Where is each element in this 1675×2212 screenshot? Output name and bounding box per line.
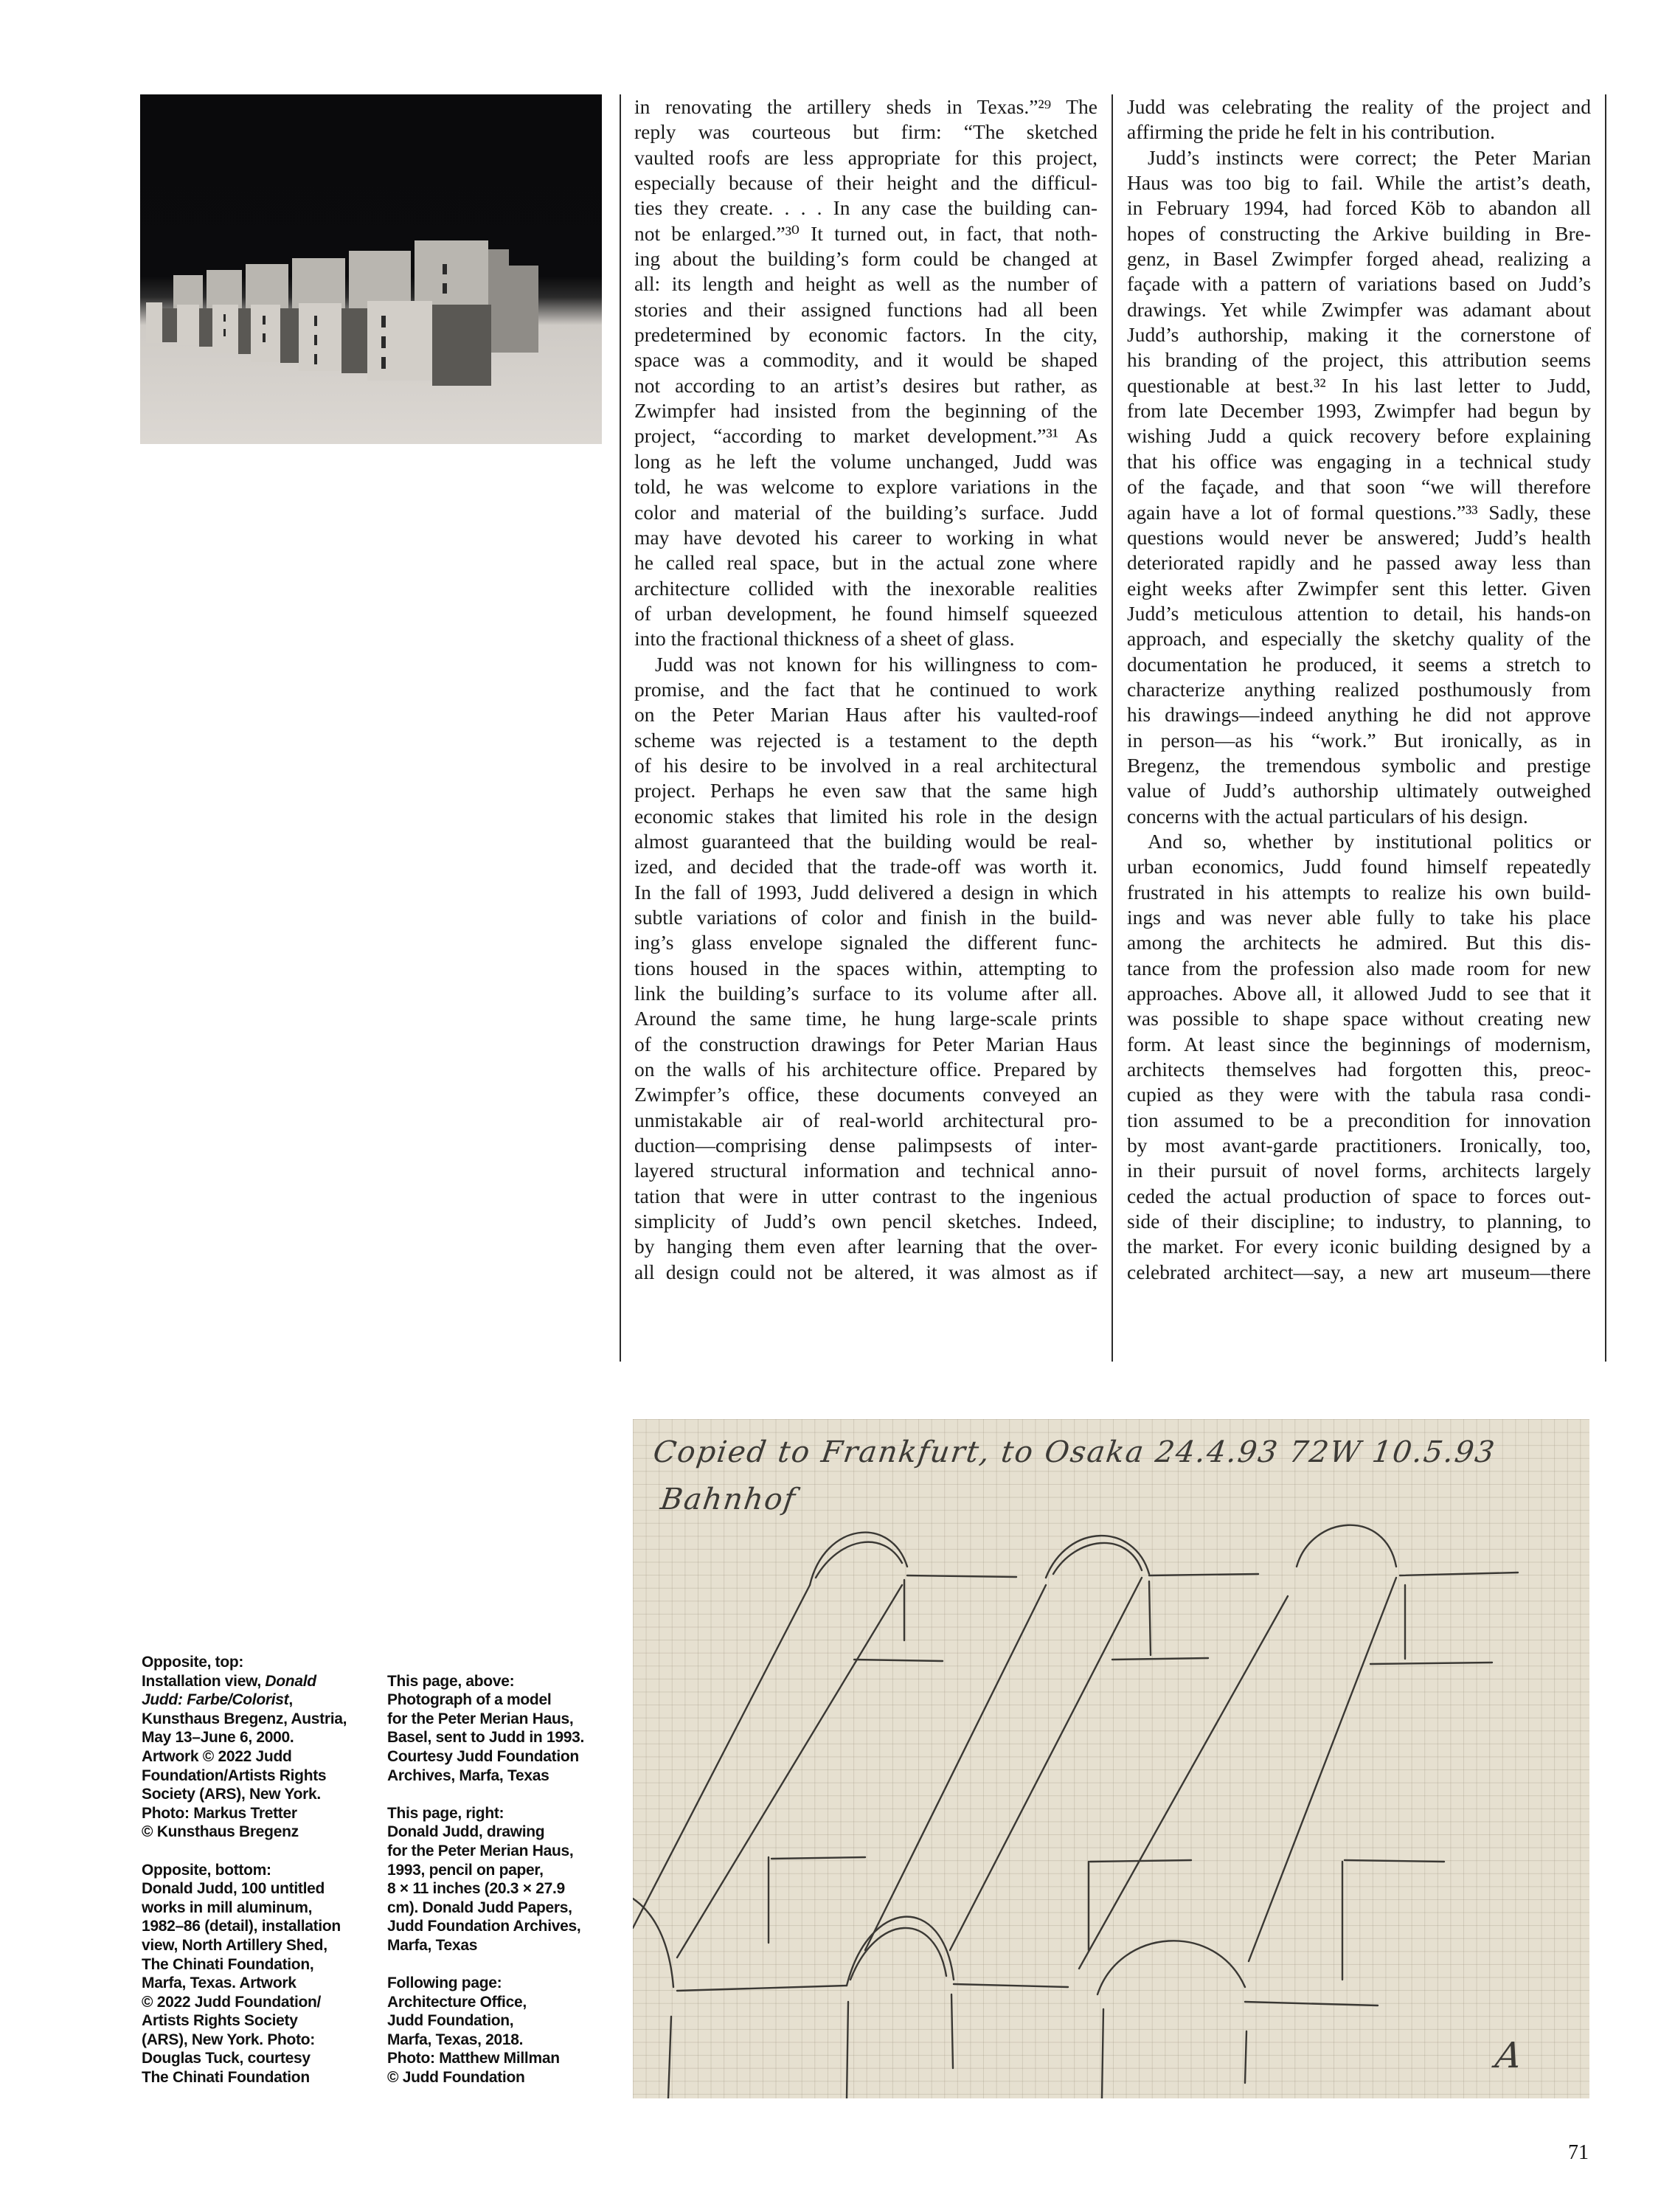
text-line: tions housed in the spaces within, attempting to (634, 956, 1097, 980)
text-line: especially because of their height and the difficul- (634, 171, 1097, 195)
caption-text: Douglas Tuck, courtesy (142, 2050, 311, 2067)
caption-text: Marfa, Texas, 2018. (387, 2031, 524, 2048)
caption-text: Opposite, top: (142, 1654, 244, 1671)
body-text-right-column (1127, 94, 1591, 1285)
caption-line (387, 2068, 608, 2087)
caption-text: Installation view, (142, 1672, 266, 1690)
caption-text: (ARS), New York. Photo: (142, 2031, 316, 2048)
caption-line (142, 2049, 363, 2068)
caption-line (142, 1728, 363, 1747)
caption-line (387, 1691, 608, 1710)
text-line: of the façade, and that soon “we will therefore (1127, 475, 1591, 499)
text-line: on the walls of his architecture office. Prepared by (634, 1058, 1097, 1081)
caption-text: Society (ARS), New York. (142, 1786, 321, 1803)
handwritten-note-line2: Bahnhof (658, 1483, 799, 1516)
caption-text: Donald Judd, 100 untitled (142, 1880, 325, 1898)
caption-line (387, 1710, 608, 1729)
captions-left-column (142, 1653, 363, 2087)
text-line: questionable at best.³² In his last letter to Judd, (1127, 373, 1591, 397)
text-line: concerns with the actual particulars of his design. (1127, 804, 1528, 828)
text-line: cupied as they were with the tabula rasa condi- (1127, 1083, 1591, 1106)
caption-line (142, 1936, 363, 1955)
text-line: architects themselves had forgotten this, preoc- (1127, 1058, 1591, 1081)
text-line: not according to an artist’s desires but rather, as (634, 373, 1097, 397)
text-line: side of their discipline; to industry, to planning, to (1127, 1210, 1591, 1233)
caption-line (142, 2011, 363, 2031)
text-line: tation that were in utter contrast to the ingenious (634, 1184, 1097, 1207)
text-line: characterize anything realized posthumously from (1127, 677, 1591, 701)
text-line: was possible to shape space without creating new (1127, 1007, 1591, 1030)
text-line: color and material of the building’s surface. Judd (634, 500, 1097, 524)
text-line: into the fractional thickness of a sheet of glass. (634, 627, 1015, 651)
column-rule-right (1605, 94, 1606, 1362)
text-line: façade with a pattern of variations based on Judd’s (1127, 272, 1591, 296)
caption-line (142, 1653, 363, 1672)
text-line: urban economics, Judd found himself repeatedly (1127, 855, 1591, 878)
text-line: long as he left the volume unchanged, Judd was (634, 449, 1097, 473)
text-line: In the fall of 1993, Judd delivered a design in which (634, 880, 1097, 904)
caption-line (387, 1728, 608, 1747)
text-line: Zwimpfer had insisted from the beginning of the (634, 399, 1097, 423)
caption-text: view, North Artillery Shed, (142, 1936, 327, 1954)
text-line: value of Judd’s authorship ultimately outweighed (1127, 779, 1591, 802)
text-line: vaulted roofs are less appropriate for this project, (634, 145, 1097, 169)
text-line: questions would never be answered; Judd’s health (1127, 525, 1591, 549)
caption-line (387, 1747, 608, 1767)
text-line: that his office was engaging in a technical study (1127, 449, 1591, 473)
text-line: by most avant-garde practitioners. Ironically, too, (1127, 1134, 1591, 1157)
caption-line (142, 1974, 363, 1993)
caption-text: Photo: Matthew Millman (387, 2050, 560, 2067)
caption-text: Judd Foundation Archives, (387, 1918, 581, 1935)
caption-line (142, 1917, 363, 1936)
caption-text: Artwork © 2022 Judd (142, 1747, 292, 1765)
text-line: Judd’s authorship, making it the cornerstone of (1127, 323, 1591, 347)
caption-line (142, 1747, 363, 1767)
text-line: economic stakes that limited his role in the design (634, 804, 1097, 828)
text-line: all design could not be altered, it was almost as if (634, 1260, 1097, 1283)
text-line: eight weeks after Zwimpfer sent this letter. Given (1127, 576, 1591, 600)
text-line: his drawings—indeed anything he did not approve (1127, 703, 1591, 727)
text-line: from late December 1993, Zwimpfer had begun by (1127, 399, 1591, 423)
caption-line (142, 1879, 363, 1899)
text-line: Zwimpfer’s office, these documents conveyed an (634, 1083, 1097, 1106)
caption-line (142, 1691, 363, 1710)
caption-spacer (387, 1785, 608, 1804)
caption-text: Architecture Office, (387, 1993, 527, 2011)
text-line: genz, in Basel Zwimpfer forged ahead, realizing a (1127, 247, 1591, 271)
text-line: told, he was welcome to explore variations in the (634, 475, 1097, 499)
text-line: ties they create. . . . In any case the building can- (634, 196, 1097, 220)
caption-text: © 2022 Judd Foundation/ (142, 1993, 322, 2011)
text-line: simplicity of Judd’s own pencil sketches. Indeed, (634, 1210, 1097, 1233)
caption-text: Archives, Marfa, Texas (387, 1767, 549, 1784)
text-line: frustrated in his attempts to realize his own build- (1127, 880, 1591, 904)
caption-text: Donald Judd, drawing (387, 1823, 545, 1841)
handwritten-note-line1: Copied to Frankfurt, to Osaka 24.4.93 72W 10.5.93 (651, 1435, 1498, 1469)
caption-line (387, 1861, 608, 1880)
caption-text: Opposite, bottom: (142, 1861, 271, 1879)
text-line: not be enlarged.”³⁰ It turned out, in fact, that noth- (634, 221, 1097, 245)
text-line: his branding of the project, this attribution seems (1127, 348, 1591, 372)
text-line: ing’s glass envelope signaled the different func- (634, 931, 1097, 954)
caption-italic-title: Donald (265, 1672, 316, 1690)
text-line: Judd’s instincts were correct; the Peter Marian (1148, 145, 1591, 169)
caption-line (142, 1710, 363, 1729)
caption-text: Artists Rights Society (142, 2012, 298, 2030)
caption-line (142, 1861, 363, 1880)
caption-text: Courtesy Judd Foundation (387, 1747, 579, 1765)
text-line: ing about the building’s form could be changed at (634, 247, 1097, 271)
text-line: in their pursuit of novel forms, architects largely (1127, 1159, 1591, 1182)
text-line: celebrated architect—say, a new art museum—there (1127, 1260, 1591, 1283)
caption-text: Following page: (387, 1974, 502, 1992)
text-line: all: its length and height as well as the number of (634, 272, 1097, 296)
text-line: tance from the profession also made room for new (1127, 956, 1591, 980)
caption-line (142, 1767, 363, 1786)
text-line: ings and was never able fully to take his place (1127, 906, 1591, 929)
caption-line (142, 2068, 363, 2087)
caption-line (387, 2011, 608, 2031)
column-rule-left (620, 94, 621, 1362)
text-line: layered structural information and technical anno- (634, 1159, 1097, 1182)
caption-line (142, 1955, 363, 1974)
text-line: in February 1994, had forced Köb to abandon all (1127, 196, 1591, 220)
text-line: by hanging them even after learning that the over- (634, 1235, 1097, 1258)
text-line: in renovating the artillery sheds in Texas.”²⁹ The (634, 95, 1097, 118)
caption-text: cm). Donald Judd Papers, (387, 1899, 572, 1916)
text-line: Haus was too big to fail. While the artist’s death, (1127, 171, 1591, 195)
text-line: Judd’s meticulous attention to detail, his hands-on (1127, 601, 1591, 625)
text-line: deteriorated rapidly and he passed away less than (1127, 551, 1591, 575)
caption-line (387, 1993, 608, 2012)
text-line: on the Peter Marian Haus after his vaulted-roof (634, 703, 1097, 727)
text-line: affirming the pride he felt in his contribution. (1127, 120, 1495, 144)
caption-line (387, 1917, 608, 1936)
caption-text: Kunsthaus Bregenz, Austria, (142, 1710, 347, 1727)
caption-line (387, 2031, 608, 2050)
caption-line (387, 2049, 608, 2068)
caption-line (387, 1879, 608, 1899)
caption-text: Basel, sent to Judd in 1993. (387, 1729, 585, 1747)
caption-line (142, 1899, 363, 1918)
text-line: ized, and decided that the trade-off was worth it. (634, 855, 1097, 878)
text-line: unmistakable air of real-world architectural pro- (634, 1108, 1097, 1131)
text-line: approaches. Above all, it allowed Judd to see that it (1127, 982, 1591, 1005)
caption-line (387, 1823, 608, 1842)
caption-text: Photo: Markus Tretter (142, 1804, 297, 1822)
caption-text: for the Peter Merian Haus, (387, 1710, 574, 1727)
captions-right-column (387, 1672, 608, 2087)
text-line: form. At least since the beginnings of modernism, (1127, 1032, 1591, 1055)
text-line: again have a lot of formal questions.”³³ Sadly, these (1127, 500, 1591, 524)
caption-text: , (288, 1691, 293, 1709)
text-line: Bregenz, the tremendous symbolic and prestige (1127, 753, 1591, 777)
text-line: And so, whether by institutional politics or (1148, 829, 1591, 853)
caption-line (142, 1672, 363, 1691)
text-line: of the construction drawings for Peter Marian Haus (634, 1032, 1097, 1055)
text-line: approach, and especially the sketchy quality of the (1127, 627, 1591, 651)
caption-spacer (142, 1842, 363, 1861)
text-line: wishing Judd a quick recovery before explaining (1127, 424, 1591, 448)
caption-text: Photograph of a model (387, 1691, 552, 1709)
caption-text: for the Peter Merian Haus, (387, 1842, 574, 1859)
text-line: reply was courteous but firm: “The sketched (634, 120, 1097, 144)
body-text-middle-column (634, 94, 1097, 1285)
caption-text: May 13–June 6, 2000. (142, 1729, 294, 1747)
caption-text: works in mill aluminum, (142, 1899, 313, 1916)
caption-text: Marfa, Texas (387, 1936, 478, 1954)
text-line: space was a commodity, and it would be shaped (634, 348, 1097, 372)
corner-mark: A (1493, 2035, 1526, 2076)
caption-text: Marfa, Texas. Artwork (142, 1974, 296, 1992)
text-line: stories and their assigned functions had all been (634, 297, 1097, 321)
text-line: duction—comprising dense palimpsests of inter- (634, 1134, 1097, 1157)
text-line: project, “according to market development.”³¹ As (634, 424, 1097, 448)
page-number: 71 (1568, 2141, 1589, 2164)
text-line: architecture collided with the inexorable realities (634, 576, 1097, 600)
caption-text: © Kunsthaus Bregenz (142, 1823, 299, 1841)
text-line: ceded the actual production of space to forces out- (1127, 1184, 1591, 1207)
text-line: may have devoted his career to working in what (634, 525, 1097, 549)
caption-text: Judd Foundation, (387, 2012, 514, 2030)
caption-line (387, 1804, 608, 1823)
text-line: Judd was not known for his willingness to com- (655, 652, 1097, 676)
caption-text: 8 × 11 inches (20.3 × 27.9 (387, 1880, 565, 1898)
caption-line (142, 1823, 363, 1842)
caption-line (387, 1936, 608, 1955)
caption-line (142, 2031, 363, 2050)
text-line: documentation he produced, it seems a stretch to (1127, 652, 1591, 676)
text-line: link the building’s surface to its volume after all. (634, 982, 1097, 1005)
caption-text: 1993, pencil on paper, (387, 1861, 544, 1879)
text-line: of urban development, he found himself squeezed (634, 601, 1097, 625)
text-line: almost guaranteed that the building would be real- (634, 829, 1097, 853)
vaulted-roof-sketch (633, 1419, 1589, 2098)
caption-line (142, 1993, 363, 2012)
caption-text: Foundation/Artists Rights (142, 1767, 327, 1784)
caption-line (387, 1974, 608, 1993)
caption-line (387, 1672, 608, 1691)
text-line: drawings. Yet while Zwimpfer was adamant about (1127, 297, 1591, 321)
text-line: tion assumed to be a precondition for innovation (1127, 1108, 1591, 1131)
text-line: of his desire to be involved in a real architectural (634, 753, 1097, 777)
caption-text: This page, above: (387, 1672, 515, 1690)
text-line: project. Perhaps he even saw that the same high (634, 779, 1097, 802)
model-photograph (140, 94, 602, 444)
caption-text: The Chinati Foundation (142, 2069, 310, 2087)
building-model-illustration (140, 94, 602, 444)
text-line: scheme was rejected is a testament to the depth (634, 728, 1097, 752)
caption-line (142, 1785, 363, 1804)
text-line: he called real space, but in the actual zone where (634, 551, 1097, 575)
caption-spacer (387, 1955, 608, 1974)
caption-text: The Chinati Foundation, (142, 1955, 314, 1973)
column-rule-middle (1112, 94, 1113, 1362)
caption-line (387, 1767, 608, 1786)
text-line: subtle variations of color and finish in the build- (634, 906, 1097, 929)
text-line: Judd was celebrating the reality of the project and (1127, 95, 1591, 118)
text-line: predetermined by economic factors. In the city, (634, 323, 1097, 347)
text-line: the market. For every iconic building designed by a (1127, 1235, 1591, 1258)
text-line: in person—as his “work.” But ironically, as in (1127, 728, 1591, 752)
caption-text: © Judd Foundation (387, 2069, 525, 2087)
caption-text: 1982–86 (detail), installation (142, 1918, 341, 1935)
caption-text: This page, right: (387, 1804, 504, 1822)
caption-line (387, 1899, 608, 1918)
text-line: hopes of constructing the Arkive building in Bre- (1127, 221, 1591, 245)
text-line: Around the same time, he hung large-scale prints (634, 1007, 1097, 1030)
pencil-drawing (633, 1419, 1589, 2098)
text-line: among the architects he admired. But this dis- (1127, 931, 1591, 954)
caption-line (387, 1842, 608, 1861)
caption-italic-title: Judd: Farbe/Colorist (142, 1691, 289, 1709)
caption-line (142, 1804, 363, 1823)
text-line: promise, and the fact that he continued to work (634, 677, 1097, 701)
